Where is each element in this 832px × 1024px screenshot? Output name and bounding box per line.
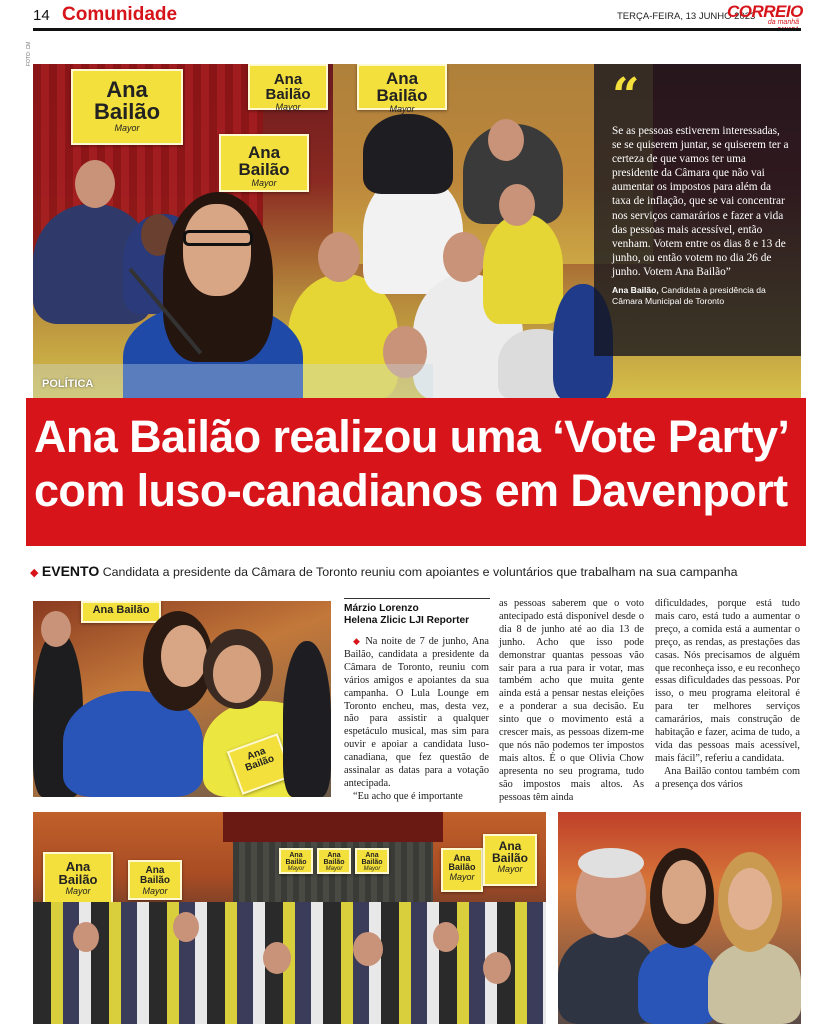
headline-line-1: Ana Bailão realizou uma ‘Vote Party’: [34, 411, 790, 462]
campaign-sign: Ana Bailão Mayor: [317, 848, 351, 874]
candidate-face: [662, 860, 706, 924]
campaign-sign: Ana Bailão Mayor: [71, 69, 183, 145]
photo-credit: FOTO: CM: [26, 41, 32, 66]
pull-quote: [594, 64, 801, 356]
candidate-with-supporters-photo: [558, 812, 801, 1024]
supporter-head: [41, 611, 71, 647]
supporter-head: [75, 160, 115, 208]
campaign-sign: Ana Bailão Mayor: [43, 852, 113, 904]
guest-head: [173, 912, 199, 942]
lead-label: EVENTO: [41, 563, 100, 579]
article-column-2: [499, 598, 644, 805]
supporter-hair: [578, 848, 644, 878]
campaign-book: Ana Bailão: [227, 733, 293, 795]
candidate-embrace-photo: [33, 601, 331, 797]
supporter-body: [708, 942, 801, 1024]
byline: [344, 603, 490, 626]
speaker-face: [183, 204, 251, 296]
page-date: TERÇA-FEIRA, 13 JUNHO 2023: [617, 11, 756, 22]
byline-rule: [344, 598, 490, 599]
section-name: Comunidade: [62, 4, 178, 25]
diamond-icon: ◆: [30, 567, 39, 579]
quote-attribution: [612, 285, 789, 307]
campaign-sign: Ana Bailão Mayor: [279, 848, 313, 874]
candidate-face: [161, 625, 207, 687]
article-column-3: [655, 598, 800, 792]
lead-text: Candidata a presidente da Câmara de Toronto reuniu com apoiantes e voluntários que trabalham na sua campanha: [102, 565, 738, 579]
author-2: Helena Zlicic LJI Reporter: [344, 614, 470, 626]
supporter-face: [728, 868, 772, 930]
supporter: [283, 641, 331, 797]
article-paragraph: as pessoas saberem que o voto antecipado está disponível desde o dia 8 de junho até ao dia 13 de junho. Acho que isso pode demonstrar quantas pessoas vão sair para a rua para ir votar, mas também acho que muita gente ainda está a pensar nestas eleições e a ponderar a sua decisão. Eu sinto que o movimento está a crescer mais, as pessoas dizem-me que nós não podemos ter impostos mais altos. É o que Olivia Chow apresenta no seu programa, tudo são impostos mais altos. As pessoas têm ainda: [499, 598, 644, 803]
guest-head: [483, 952, 511, 984]
campaign-sign: Ana Bailão Mayor: [483, 834, 537, 886]
logo-sub-text: da manhã: [767, 19, 799, 26]
article-lead: [30, 563, 738, 579]
quote-author-name: Ana Bailão,: [612, 285, 659, 296]
campaign-sign: Ana Bailão Mayor: [128, 860, 182, 900]
supporter-head: [499, 184, 535, 226]
quote-mark-icon: “: [612, 68, 640, 124]
headline-line-2: com luso-canadianos em Davenport: [34, 465, 788, 516]
supporter-head: [488, 119, 524, 161]
supporter-head: [443, 232, 485, 282]
speaker-glasses: [183, 230, 253, 246]
article-column-1: [344, 635, 489, 804]
campaign-sign: Ana Bailão Mayor: [355, 848, 389, 874]
guest-head: [73, 922, 99, 952]
logo-main-text: CORREIO: [727, 2, 803, 21]
supporter-head: [318, 232, 360, 282]
quote-author-role: Candidata à presidência da Câmara Municipal de Toronto: [612, 285, 766, 307]
guest-head: [353, 932, 383, 966]
page-number: 14: [33, 7, 50, 24]
article-headline: [34, 410, 794, 518]
guest-head: [263, 942, 291, 974]
campaign-sign: Ana Bailão Mayor: [357, 64, 447, 110]
campaign-sign: Ana Bailão Mayor: [441, 848, 483, 892]
article-paragraph: “Eu acho que é importante: [353, 790, 463, 802]
supporter-face: [213, 645, 261, 703]
supporter: [483, 214, 563, 324]
article-paragraph: ◆ Na noite de 7 de junho, Ana Bailão, candidata a presidente da Câmara de Toronto, reuniu com vários amigos e apoiantes da sua campanha. O Lula Lounge em Toronto encheu, mas, desta vez, não para assistir a qualquer espetáculo musical, mas sim para ouvir e apoiar a candidata luso-canadiana, que fez questão de assinalar as datas para a votação antecipada.: [344, 636, 489, 789]
page-header: [0, 0, 832, 36]
article-paragraph: dificuldades, porque está tudo mais caro, está tudo a aumentar o preço, a comida está a aumentar o preço, as rendas, as prestações das casas. Nós precisamos de alguém que reconheça isso, e eu reconheço essas dificuldades das pessoas. Por isso, o meu programa eleitoral é para ter melhores serviços camarários, mais construção de habitação e fazer, acima de tudo, a vida das pessoas mais acessível, mais fácil”, referiu a candidata.: [655, 598, 800, 764]
candidate-body: [638, 942, 718, 1024]
author-1: Márzio Lorenzo: [344, 603, 419, 614]
quote-text: Se as pessoas estiverem interessadas, se se quiserem juntar, se quiserem ter a certeza de que vamos ter uma presidente da Câmara que não vai aumentar os impostos para além da taxa de inflação, que se vai concentrar nos serviços camarários e fazer a vida das pessoas mais acessível, então venham. Votem entre os dias 8 e 13 de junho, ou então votem no dia 26 de junho. Votem Ana Bailão”: [612, 125, 789, 278]
supporter: [363, 114, 453, 194]
campaign-sign: Ana Bailão Mayor: [248, 64, 328, 110]
article-paragraph: Ana Bailão contou também com a presença dos vários: [655, 765, 800, 790]
guest-head: [433, 922, 459, 952]
campaign-sign: Ana Bailão: [81, 601, 161, 623]
header-rule: [33, 28, 801, 31]
stage-lights: [223, 812, 443, 842]
paragraph-marker-icon: ◆: [353, 636, 362, 646]
vote-party-crowd-photo: [33, 812, 546, 1024]
campaign-sign: Ana Bailão Mayor: [219, 134, 309, 192]
section-kicker: POLÍTICA: [42, 378, 94, 390]
